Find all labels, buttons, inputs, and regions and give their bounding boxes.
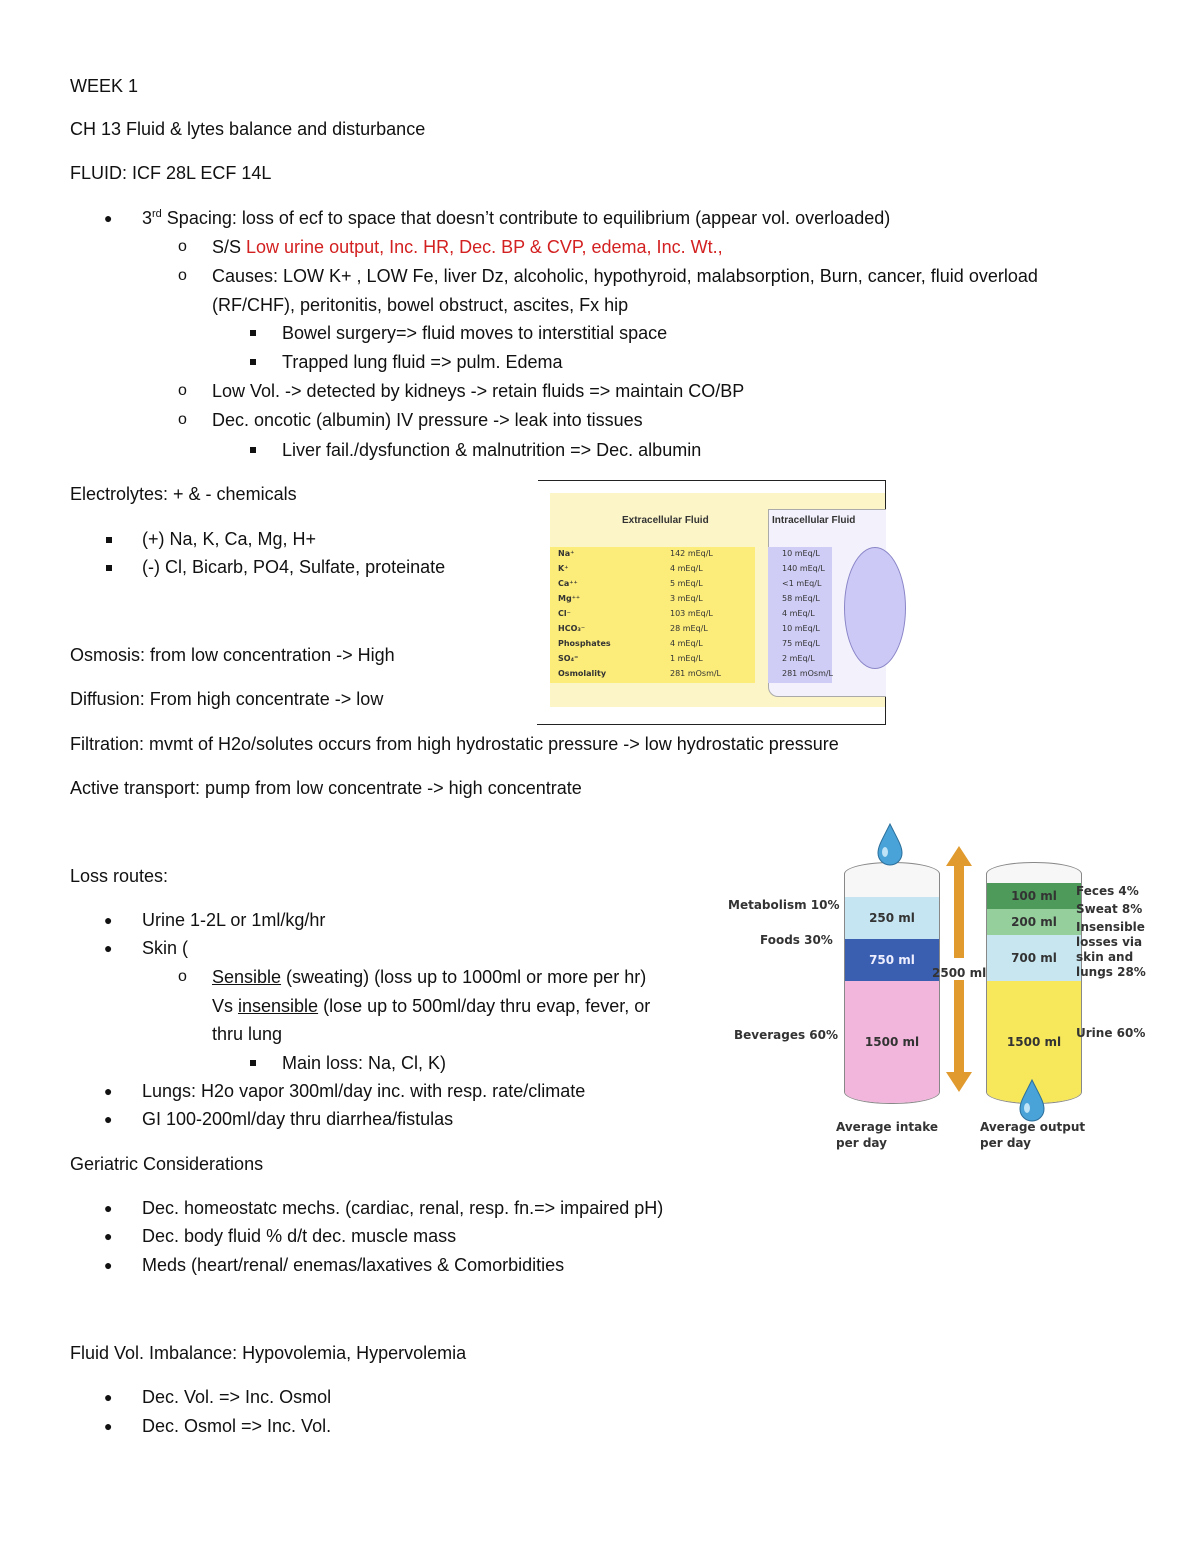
anions-item: (-) Cl, Bicarb, PO4, Sulfate, proteinate [142,557,446,577]
ion-ecf-value: 142 mEq/L [670,549,713,558]
ion-row [550,592,850,607]
intake-label: Foods 30% [760,933,833,947]
bullet-icon: ● [104,1257,113,1273]
oncotic-item: Dec. oncotic (albumin) IV pressure -> leak into tissues [212,410,643,430]
diffusion-definition: Diffusion: From high concentrate -> low [70,689,384,709]
electrolyte-table-figure [538,480,886,724]
ion-ecf-value: 5 mEq/L [670,579,703,588]
output-segment: 200 ml [987,909,1081,935]
output-label: Sweat 8% [1076,902,1143,916]
imbalance-item: Dec. Vol. => Inc. Osmol [142,1387,332,1407]
causes-line-2: (RF/CHF), peritonitis, bowel obstruct, ascites, Fx hip [212,295,629,315]
output-segment: 100 ml [987,883,1081,909]
bullet-icon: ● [104,1389,113,1405]
circle-bullet-icon: o [178,238,187,255]
output-segment: 1500 ml [987,981,1081,1103]
intake-label: Beverages 60% [734,1028,839,1042]
output-label-line: skin and [1076,950,1134,964]
ion-ecf-value: 103 mEq/L [670,609,713,618]
circle-bullet-icon: o [178,968,187,985]
insensible-loss: Vs insensible (lose up to 500ml/day thru evap, fever, or [212,996,651,1016]
electrolytes-heading: Electrolytes: + & - chemicals [70,484,297,504]
ion-ecf-value: 3 mEq/L [670,594,703,603]
output-label: Feces 4% [1076,884,1139,898]
gi-item: GI 100-200ml/day thru diarrhea/fistulas [142,1109,454,1129]
lungs-item: Lungs: H2o vapor 300ml/day inc. with resp. rate/climate [142,1081,586,1101]
ion-row [550,667,850,682]
ion-ecf-value: 1 mEq/L [670,654,703,663]
ion-ecf-value: 28 mEq/L [670,624,708,633]
ion-name: Mg⁺⁺ [558,594,581,603]
ecf-header: Extracellular Fluid [622,515,709,526]
ion-icf-value: 2 mEq/L [782,654,815,663]
causes-sub-item: Bowel surgery=> fluid moves to interstitial space [282,323,668,343]
intake-segment: 750 ml [845,939,939,981]
geriatric-item: Meds (heart/renal/ enemas/laxatives & Comorbidities [142,1255,565,1275]
output-label-line: lungs 28% [1076,965,1146,979]
ion-row [550,637,850,652]
low-volume-item: Low Vol. -> detected by kidneys -> retain fluids => maintain CO/BP [212,381,745,401]
causes-line-1: Causes: LOW K+ , LOW Fe, liver Dz, alcoholic, hypothyroid, malabsorption, Burn, cancer, fluid overload [212,266,1038,286]
intake-caption-line: Average intake [836,1120,939,1134]
fluid-balance-figure [720,820,1160,1160]
third-spacing-title: 3rd Spacing: loss of ecf to space that doesn’t contribute to equilibrium (appear vol. overloaded) [142,208,891,228]
water-drop-icon [872,822,908,868]
intake-label: Metabolism 10% [728,898,840,912]
urine-item: Urine 1-2L or 1ml/kg/hr [142,910,326,930]
bullet-icon: ● [104,1083,113,1099]
output-segment: 700 ml [987,935,1081,981]
ion-name: Ca⁺⁺ [558,579,578,588]
bullet-icon: ● [104,940,113,956]
filtration-definition: Filtration: mvmt of H2o/solutes occurs from high hydrostatic pressure -> low hydrostatic pressure [70,734,839,754]
output-label-line: Insensible [1076,920,1145,934]
output-caption-line: Average output [980,1120,1086,1134]
imbalance-item: Dec. Osmol => Inc. Vol. [142,1416,332,1436]
intake-caption-line: per day [836,1136,887,1150]
oncotic-sub-item: Liver fail./dysfunction & malnutrition => Dec. albumin [282,440,702,460]
ion-row [550,607,850,622]
ion-ecf-value: 4 mEq/L [670,564,703,573]
ion-row [550,652,850,667]
square-bullet-icon [250,1060,256,1066]
ion-row [550,577,850,592]
total-volume: 2500 ml [932,966,987,980]
active-transport-definition: Active transport: pump from low concentrate -> high concentrate [70,778,582,798]
output-caption-line: per day [980,1136,1031,1150]
square-bullet-icon [106,537,112,543]
imbalance-heading: Fluid Vol. Imbalance: Hypovolemia, Hypervolemia [70,1343,467,1363]
circle-bullet-icon: o [178,411,187,428]
ion-ecf-value: 281 mOsm/L [670,669,722,678]
ion-icf-value: 4 mEq/L [782,609,815,618]
ion-name: SO₄⁼ [558,654,579,663]
bullet-icon: ● [104,1418,113,1434]
ion-ecf-value: 4 mEq/L [670,639,703,648]
causes-sub-item: Trapped lung fluid => pulm. Edema [282,352,563,372]
intake-cylinder [844,862,940,1104]
bullet-icon: ● [104,912,113,928]
bullet-icon: ● [104,1228,113,1244]
chapter-heading: CH 13 Fluid & lytes balance and disturbance [70,119,426,139]
geriatric-item: Dec. homeostatc mechs. (cardiac, renal, resp. fn.=> impaired pH) [142,1198,664,1218]
bullet-icon: ● [104,210,113,226]
ion-name: Na⁺ [558,549,575,558]
square-bullet-icon [250,359,256,365]
ion-icf-value: 58 mEq/L [782,594,820,603]
bullet-icon: ● [104,1111,113,1127]
cations-item: (+) Na, K, Ca, Mg, H+ [142,529,317,549]
signs-symptoms: S/S Low urine output, Inc. HR, Dec. BP & CVP, edema, Inc. Wt., [212,237,723,257]
ion-name: Phosphates [558,639,611,648]
fluid-compartments: FLUID: ICF 28L ECF 14L [70,163,272,183]
ion-row [550,547,850,562]
square-bullet-icon [106,565,112,571]
output-label: Urine 60% [1076,1026,1146,1040]
ion-icf-value: <1 mEq/L [782,579,822,588]
ion-icf-value: 75 mEq/L [782,639,820,648]
sensible-loss: Sensible (sweating) (loss up to 1000ml or more per hr) [212,967,647,987]
circle-bullet-icon: o [178,382,187,399]
bullet-icon: ● [104,1200,113,1216]
skin-item: Skin ( [142,938,189,958]
ion-icf-value: 10 mEq/L [782,624,820,633]
ion-row [550,622,850,637]
geriatric-heading: Geriatric Considerations [70,1154,264,1174]
intake-segment: 250 ml [845,897,939,939]
circle-bullet-icon: o [178,267,187,284]
ion-name: Osmolality [558,669,607,678]
icf-header: Intracellular Fluid [772,515,856,526]
ion-name: HCO₃⁻ [558,624,586,633]
osmosis-definition: Osmosis: from low concentration -> High [70,645,395,665]
ion-name: Cl⁻ [558,609,571,618]
intake-segment: 1500 ml [845,981,939,1103]
week-heading: WEEK 1 [70,76,139,96]
ion-name: K⁺ [558,564,569,573]
ion-icf-value: 10 mEq/L [782,549,820,558]
output-label-line: losses via [1076,935,1143,949]
geriatric-item: Dec. body fluid % d/t dec. muscle mass [142,1226,457,1246]
ion-row [550,562,850,577]
ion-icf-value: 281 mOsm/L [782,669,834,678]
square-bullet-icon [250,447,256,453]
cell-illustration [844,547,906,669]
water-drop-icon [1014,1078,1050,1124]
square-bullet-icon [250,330,256,336]
loss-routes-heading: Loss routes: [70,866,169,886]
ion-icf-value: 140 mEq/L [782,564,825,573]
insensible-loss-cont: thru lung [212,1024,283,1044]
output-cylinder [986,862,1082,1104]
main-loss-item: Main loss: Na, Cl, K) [282,1053,447,1073]
